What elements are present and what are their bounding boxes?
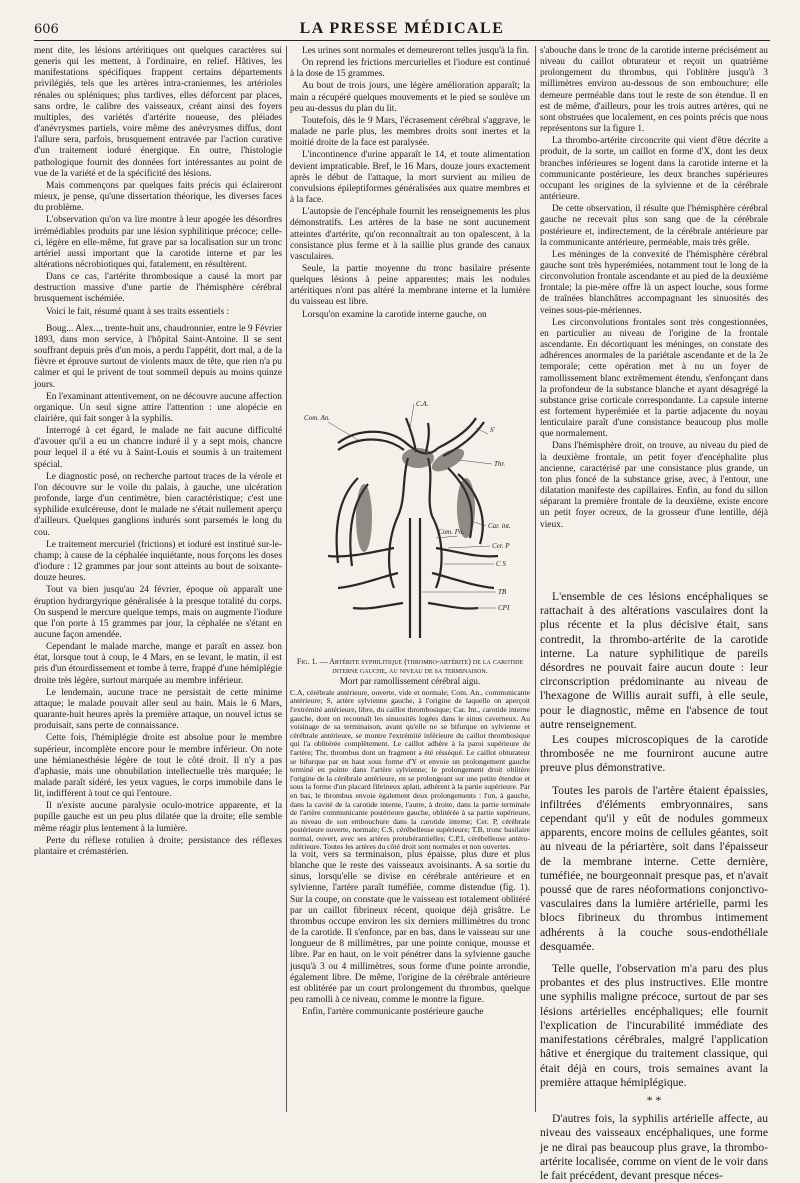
column-middle-bottom xyxy=(290,850,530,1112)
paragraph: Interrogé à cet égard, le malade ne fait aucune difficulté d'avouer qu'il a eu un chancre induré il y a sept mois, chancre pour lequel il a été vu à Saint-Louis et soumis à un traitement spécial. xyxy=(34,426,282,470)
paragraph: Les urines sont normales et demeureront telles jusqu'à la fin. xyxy=(302,46,530,56)
column-right-bottom xyxy=(540,590,768,1182)
label-thr: Thr. xyxy=(494,460,506,468)
paragraph: Le traitement mercuriel (frictions) et ioduré est institué sur-le-champ; à cause de la céphalée inquiétante, nous forçons les doses d'iodure : 12 grammes par jour sont atteints au bout de soixante-douze heures. xyxy=(34,539,282,584)
paragraph: Voici le fait, résumé quant à ses traits essentiels : xyxy=(46,306,230,317)
column-rule xyxy=(286,46,287,1112)
paragraph: Seule, la partie moyenne du tronc basilaire présente quelques lésions à peine apparentes; mais les nodules artéritiques n'ont pas altéré la membrane interne et la lumière du vaisseau est libre. xyxy=(290,263,530,308)
paragraph: Les circonvolutions frontales sont très congestionnées, en particulier au niveau de l'origine de la frontale ascendante. En décortiquant les méninges, on constate des adhérences anormales de la pariétale ascendante et de la 2e temporale; cette opération met à nu un foyer de ramollissement blanc extrêmement étendu, s'enfonçant dans la profondeur de la substance blanche et ayant désagrégé la substance grise corticale correspondante. La capsule interne est fortement hyperémiée et la partie adjacente du noyau lenticulaire paraît d'une consistance beaucoup plus molle que normalement. xyxy=(540,317,768,440)
label-tb: TB xyxy=(498,588,507,596)
paragraph: ment dite, les lésions artéritiques ont quelques caractères sui generis qui les mettent, à l'ordinaire, en relief. Hâtives, les manifestations spécifiques frappent certains départements privilégiés, tels que les artères intra-craniennes, les artérioles rénales ou spléniques; plus tardives, elles déforcent par places, sans ordre, le calibre des vaisseaux, créant ainsi des foyers multiples, des variétés d'artérite noueuse, des pléiades d'anévrysmes partiels, voire même des anévrysmes diffus, dont l'allure sera, parfois, brusquement entravée par l'action curative d'un traitement ioduré énergique. En outre, l'histologie pathologique fournit des données fort intéressantes au point de vue de la variété et de la spécificité des lésions. xyxy=(34,46,282,179)
label-cpi: CPI xyxy=(498,604,510,612)
paragraph: Les méninges de la convexité de l'hémisphère cérébral gauche sont très hyperémiées, notamment tout le long de la circonvolution frontale ascendante et au pied de la deuxième frontale; la pie-mère offre là un aspect louche, sous forme de traînées blanchâtres accompagnant les sinuosités des veines sous-pie-mériennes. xyxy=(540,249,768,316)
paragraph: D'autres fois, la syphilis artérielle affecte, au niveau des vaisseaux encéphaliques, une forme je ne dirai pas beaucoup plus grave, la thrombo-artérite localisée, comme on vient de le voir dans le fait précédent, devant presque néces- xyxy=(540,1112,768,1182)
figure-caption xyxy=(290,658,530,852)
paragraph: En l'examinant attentivement, on ne découvre aucune affection organique. Un seul signe attire l'attention : une alopécie en clairière, qui fait songer à la syphilis. xyxy=(34,391,282,424)
paragraph: Mais commençons par quelques faits précis qui éclaireront mieux, je pense, qu'une dissertation théorique, les diverses faces du problème. xyxy=(34,180,282,214)
paragraph: On reprend les frictions mercurielles et l'iodure est continué à la dose de 15 grammes. xyxy=(290,58,530,80)
label-com-an: Com. An. xyxy=(304,414,331,422)
caption-subtitle: Mort par ramollissement cérébral aigu. xyxy=(339,676,481,687)
paragraph: L'incontinence d'urine apparaît le 14, et toute alimentation devient impraticable. Bref, le 16 Mars, douze jours exactement après le début de l'attaque, la mort survient au milieu de convulsions épileptiformes généralisées aux quatre membres et à la face. xyxy=(290,150,530,206)
column-rule xyxy=(535,46,536,1112)
paragraph: s'abouche dans le tronc de la carotide interne précisément au niveau du caillot obturateur et reçoit un quatrième prolongement du thrombus, qui l'oblitère jusqu'à 3 millimètres environ au-dessous de son embouchure; elle demeure perméable dans tout le reste de son étendue. Il en est de même, d'ailleurs, pour les trois autres artères, qui ne sont obstruées que localement, en ces points précis que nous représentons sur la figure 1. xyxy=(540,46,768,135)
caption-text: C.A, cérébrale antérieure, ouverte, vide et normale; Com. An., communicante antérieure; S, artère sylvienne gauche, à l'origine de laquelle on aperçoit l'extrémité antérieure, libre, du caillot thrombosique; Car. Int., carotide interne gauche, dont on reconnaît les sinuosités logées dans le sinus caverneux. Au voisinage de sa terminaison, avant qu'elle ne se bifurque en sylvienne et cérébrale antérieure, se montre l'extrémité inférieure du caillot thrombosique qui l'a oblitérée complètement. Le caillot adhère à la paroi supérieure de l'artère; Thr, thrombus dont un fragment a été résséqué. Le caillot obturateur se bifurque par en haut sous forme d'Y et envoie un prolongement gauche terminé en pointe dans l'artère sylvienne; le prolongement droit oblitère l'origine de la cérébrale antérieure, en se prolongeant sur une petite étendue et sous la forme d'un placard fibrineux aplati, adhérent à la partie supérieure. Par en bas, le thrombus envoie également deux prolongements : l'un, à gauche, dans la cavité de la carotide interne, l'autre, à droite, dans la partie terminale de l'artère communicante postérieure gauche, oblitérée à sa partie supérieure, au niveau de son embouchure dans la carotide interne; Cer. P, cérébrale postérieure ouverte, normale; C.S, cérébelleuse supérieure; T.B, tronc basilaire normal, ouvert, avec ses artères protubérantielles; C.P.I, cérébelleuse antéro-inférieure. Toutes les artères du côté droit sont normales et non ouvertes. xyxy=(290,687,530,852)
label-com-po: Com. Po. xyxy=(438,528,465,536)
label-car-int: Car. int. xyxy=(488,522,511,530)
label-s: S' xyxy=(490,426,495,434)
section-separator: * * xyxy=(646,1093,662,1107)
page-number: 606 xyxy=(34,22,59,37)
label-cs: C S xyxy=(496,560,506,568)
paragraph: L'ensemble de ces lésions encéphaliques se rattachait à des altérations vasculaires dont la plus récente et la plus décisive était, sans contredit, la thrombo-artérite de la carotide interne. La nature syphilitique de pareils désordres ne pouvait faire aucun doute : leur circonscription prédominante au niveau de l'hexagone de Willis aurait suffi, à elle seule, pour le diagnostic, même en l'absence de tout autre renseignement. xyxy=(540,590,768,731)
journal-title: LA PRESSE MÉDICALE xyxy=(299,20,505,37)
anatomical-figure xyxy=(298,388,526,648)
paragraph: De cette observation, il résulte que l'hémisphère cérébral gauche ne recevait plus son sang que de la cérébrale postérieure et, indirectement, de la cérébrale antérieure par la communicante antérieure, perméable, mais très grêle. xyxy=(540,204,768,248)
paragraph: Lorsqu'on examine la carotide interne gauche, on xyxy=(302,309,487,320)
paragraph: Au bout de trois jours, une légère amélioration apparaît; la main a récupéré quelques mouvements et le pied se soulève un peu au-dessus du plan du lit. xyxy=(290,81,530,114)
column-left xyxy=(34,46,282,1112)
paragraph: Tout va bien jusqu'au 24 février, époque où apparaît une éruption hydrargyrique généralisée à la presque totalité du corps. On suspend le mercure quelque temps, mais on augmente l'iodure que l'on porte à 15 grammes par jour, la céphalée ne s'étant en aucune façon amendée. xyxy=(34,585,282,640)
label-ca: C.A. xyxy=(416,400,429,408)
label-cer-p: Cer. P xyxy=(492,542,510,550)
paragraph: L'autopsie de l'encéphale fournit les renseignements les plus démonstratifs. Les artères de la base ne sont aucunement atteintes d'artérite, qu'on reconnaîtrait au ton opalescent, à la consistance plus ferme et à la saillie plus grande des canaux vasculaires. xyxy=(290,207,530,262)
paragraph: Cette fois, l'hémiplégie droite est absolue pour le membre supérieur, incomplète encore pour le membre inférieur. On note une hémianesthésie légère de tout le côté droit. Il n'y a pas d'aphasie, mais une obnubilation intellectuelle très marquée; le malade paraît sidéré, les yeux vagues, le corps immobile dans le lit, indifférent à tout ce qui l'entoure. xyxy=(34,733,282,800)
column-middle-top xyxy=(290,46,530,386)
paragraph: Telle quelle, l'observation m'a paru des plus probantes et des plus instructives. Elle montre une syphilis maligne précoce, surtout de par ses lésions artérielles encéphaliques; elle fournit l'explication de l'incurabilité immédiate des manifestations cérébrales, malgré l'application hâtive et énergique du traitement classique, qui était déjà en cours, trois semaines avant la première attaque hémiplégique. xyxy=(540,962,768,1089)
paragraph: La thrombo-artérite circoncrite qui vient d'être décrite a produit, de la sorte, un caillot en forme d'X, dont les deux branches inférieures se logent dans la carotide interne et la communicante postérieure, les deux branches supérieures occupant les origines de la sylvienne et de la cérébrale antérieure. xyxy=(540,136,768,203)
paragraph: Toutefois, dès le 9 Mars, l'écrasement cérébral s'aggrave, le malade ne parle plus, les membres droits sont inertes et la moitié droite de la face est paralysée. xyxy=(290,115,530,149)
paragraph: Les coupes microscopiques de la carotide thrombosée ne me fourniront aucune autre preuve plus démonstrative. xyxy=(540,733,768,775)
paragraph: L'observation qu'on va lire montre à leur apogée les désordres irrémédiables produits par une lésion syphilitique précoce; celle-ci, légère en elle-même, fut grave par sa localisation sur un tronc artériel aussi important que la carotide interne et par les altérations nécrobiotiques qui, fatalement, en résultèrent. xyxy=(34,215,282,270)
paragraph: Il n'existe aucune paralysie oculo-motrice apparente, et la pupille gauche est un peu plus dilatée que la droite; elle semble même réagir plus lentement à la lumière. xyxy=(34,801,282,834)
paragraph: Le diagnostic posé, on recherche partout traces de la vérole et l'on découvre sur le voile du palais, à gauche, une ulcération profonde, large d'un centimètre, bien caractéristique; c'est une syphilide exulcéreuse, dont le malade ne s'était nullement aperçu d'ailleurs. Quelques ganglions indurés sont parsemés le long du cou. xyxy=(34,471,282,538)
paragraph: Dans ce cas, l'artérite thrombosique a causé la mort par destruction massive d'une partie de l'hémisphère cérébral brusquement ischémiée. xyxy=(34,272,282,305)
column-right-top xyxy=(540,46,768,591)
paragraph: Toutes les parois de l'artère étaient épaissies, infiltrées d'éléments embryonnaires, sans cependant qu'il y eût de nodules gommeux apparents, encore moins de cellules géantes, soit au niveau de la périartère, soit dans l'épaisseur de la membrane interne. Cette dernière, tuméfiée, ne bourgeonnait presque pas, et n'avait poussé que de rares néoformations conjonctivo-vasculaires dans la lumière artérielle, parmi les blocs fibrineux du thrombus intimement adhérents à la couche sous-endothéliale desquamée. xyxy=(540,783,768,953)
paragraph: Enfin, l'artère communicante postérieure gauche xyxy=(302,1007,484,1018)
paragraph: Boug... Alex..., trente-huit ans, chaudronnier, entre le 9 Février 1893, dans mon service, à l'hôpital Saint-Antoine. Il se sent souffrant depuis près d'un mois, a perdu l'appétit, dort mal, a de la fièvre et éprouve surtout de violents maux de tête, que rien n'a pu calmer et qui le privent de tout sommeil depuis au moins quinze jours. xyxy=(34,323,282,390)
paragraph: la voit, vers sa terminaison, plus épaisse, plus dure et plus blanche que le reste des vaisseaux avoisinants. A sa sortie du sinus, lorsqu'elle se divise en cérébrale antérieure et en sylvienne, l'artère paraît tuméfiée, comme distendue (fig. 1). Sur la coupe, on constate que le vaisseau est totalement oblitéré par un caillot fibrineux récent, quoique déjà grisâtre. Le thrombus occupe environ les six derniers millimètres du tronc de la carotide. Il s'enfonce, par en bas, dans le vaisseau sur une longueur de 8 millimètres, par une pointe conique, mousse et libre. Par en haut, on le voit pénétrer dans la sylvienne gauche jusqu'à 3 ou 4 millimètres, sous forme d'une pointe arrondie, également libre. De même, l'origine de la cérébrale antérieure est oblitérée par un court prolongement du thrombus, quelque peu ramolli à ce niveau, comme le montre la figure. xyxy=(290,850,530,1006)
caption-title: Fig. 1. — Artérite syphilitique (thrombo-artérite) de la carotide interne gauche, au niveau de sa terminaison. xyxy=(296,657,524,675)
page-header xyxy=(34,20,770,41)
paragraph: Cependant le malade marche, mange et paraît en assez bon état, lorsque tout à coup, le 4 Mars, en se levant, le matin, il est pris d'un étourdissement et tombe à terre, frappé d'une hémiplégie droite très légère, surtout marquée au membre inférieur. xyxy=(34,642,282,686)
paragraph: Le lendemain, aucune trace ne persistait de cette minime attaque; le malade pouvait aller seul au bain. Mais le 6 Mars, quarante-huit heures après la première attaque, un nouvel ictus se produisait, sans perte de connaissance. xyxy=(34,687,282,732)
paragraph: Perte du réflexe rotulien à droite; persistance des réflexes plantaire et crémastérien. xyxy=(34,835,282,857)
paragraph: Dans l'hémisphère droit, on trouve, au niveau du pied de la deuxième frontale, un petit foyer d'encéphalite plus ancienne, caractérisé par une consistance plus grande, un ton plus foncé de la substance grise, avec, à l'entour, une dilatation manifeste des capillaires. Enfin, au fond du sillon séparant la première frontale de la deuxième, existe encore un petit foyer ocreux, de la grosseur d'une lentille, déjà vieux. xyxy=(540,441,768,530)
